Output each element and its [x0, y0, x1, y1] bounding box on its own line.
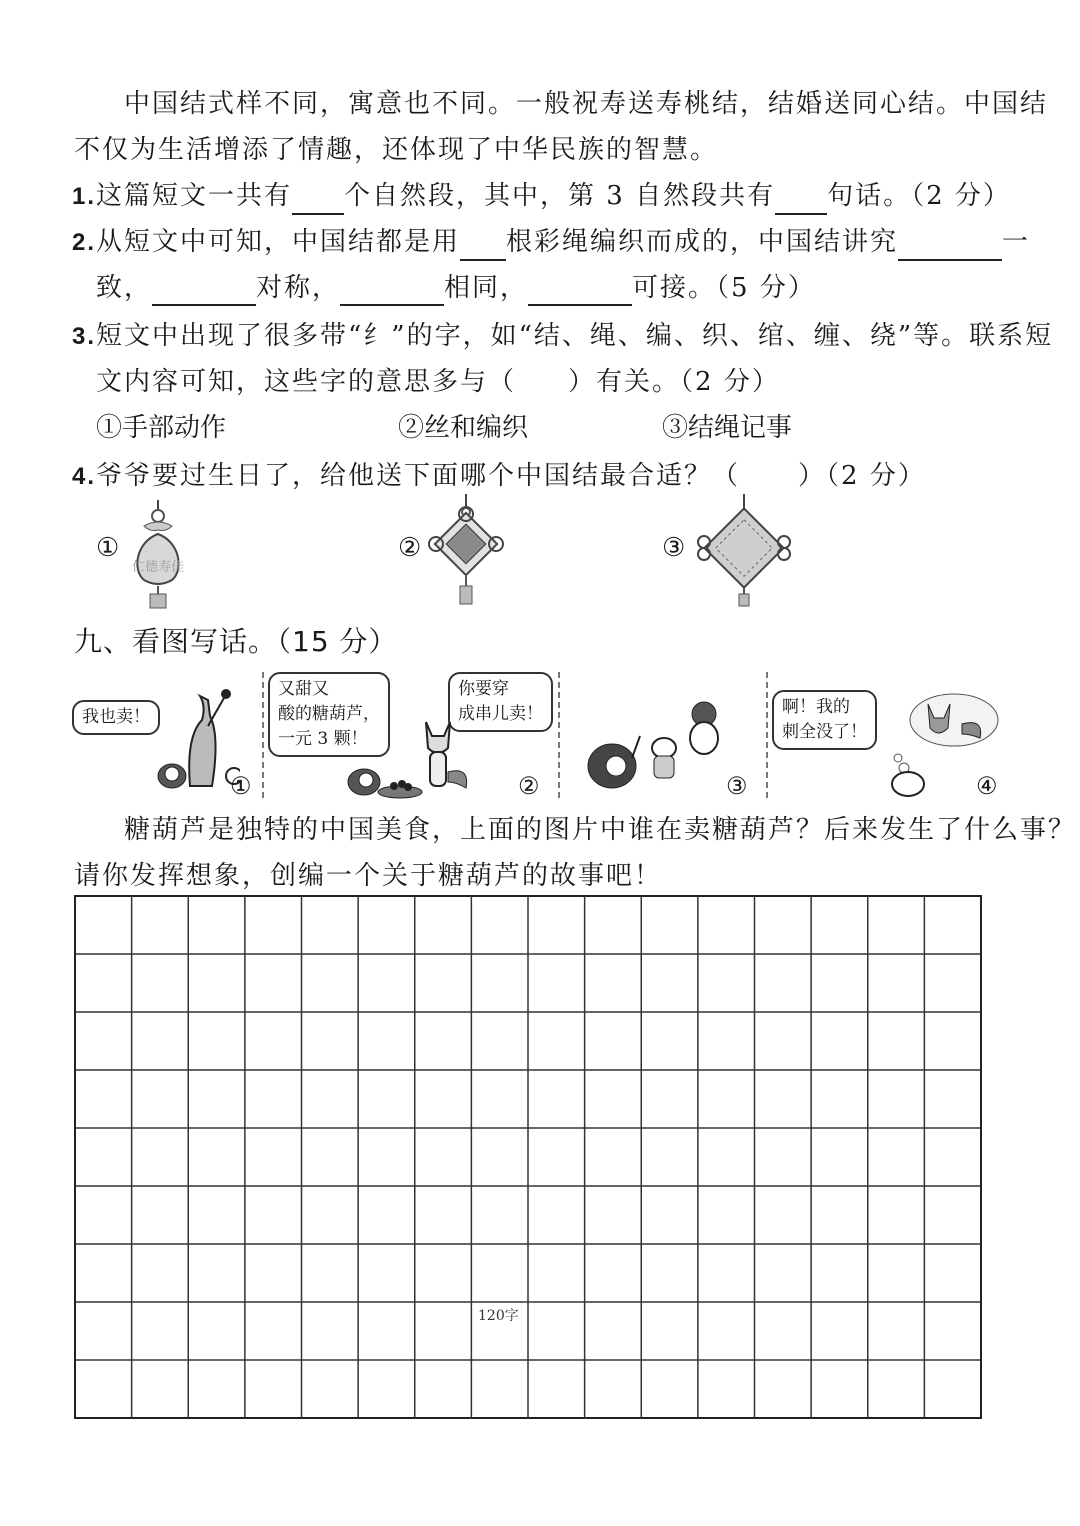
passage-line-1: 中国结式样不同，寓意也不同。一般祝寿送寿桃结，结婚送同心结。中国结	[124, 89, 1049, 119]
question-2-line-2	[96, 270, 816, 306]
question-3-number: 3.	[72, 323, 97, 350]
comic-divider-2	[558, 672, 560, 798]
peach-knot-text: 仁德寿佳	[132, 560, 185, 575]
question-3-text-c: ）有关。（2 分）	[568, 367, 780, 397]
panel-2-speech-bubble-right: 你要穿 成串儿卖！	[448, 672, 553, 732]
panel-3-number: ③	[726, 772, 748, 800]
question-2-line-1	[72, 224, 1030, 261]
question-1-text-c: 句话。（2 分）	[827, 181, 1011, 211]
question-2-text-c: 一	[1002, 227, 1031, 257]
question-1-blank-1[interactable]	[292, 183, 344, 215]
panel-1-speech-bubble: 我也卖！	[72, 700, 160, 735]
knot-option-2-label[interactable]: ②	[398, 533, 422, 563]
panel-2-number: ②	[518, 772, 540, 800]
heart-knot-image	[426, 494, 506, 610]
knot-option-1-label[interactable]: ①	[96, 533, 120, 563]
question-1	[72, 178, 1011, 215]
question-2-blank-1[interactable]	[460, 229, 506, 261]
question-2-text-e: 对称，	[256, 273, 341, 303]
question-2-text-g: 可接。（5 分）	[632, 273, 816, 303]
comic-divider-3	[766, 672, 768, 798]
question-3-text-a: 短文中出现了很多带“纟”的字，如“结、绳、编、织、绾、缠、绕”等。联系短	[96, 321, 1054, 351]
question-3-line-2	[96, 364, 780, 400]
question-3-text-b: 文内容可知，这些字的意思多与（	[96, 367, 517, 397]
question-4-text-b: ）（2 分）	[798, 461, 926, 491]
question-3-line-1	[72, 318, 1053, 355]
passage-line-2: 不仅为生活增添了情趣，还体现了中华民族的智慧。	[74, 135, 719, 165]
question-2-blank-4[interactable]	[340, 274, 444, 306]
section-9-title: 九、看图写话。（15 分）	[74, 625, 398, 658]
question-4-number: 4.	[72, 463, 97, 490]
comic-divider-1	[262, 672, 264, 798]
question-2-text-b: 根彩绳编织而成的，中国结讲究	[506, 227, 899, 257]
writing-grid[interactable]	[73, 894, 983, 1420]
panel-1-number: ①	[230, 772, 252, 800]
question-2-text-a: 从短文中可知，中国结都是用	[96, 227, 461, 257]
word-count-marker: 120字	[478, 1308, 519, 1324]
panel-2-speech-bubble-left: 又甜又 酸的糖葫芦， 一元 3 颗！	[268, 672, 390, 757]
knot-option-3-label[interactable]: ③	[662, 533, 686, 563]
question-1-text-a: 这篇短文一共有	[96, 181, 293, 211]
question-1-number: 1.	[72, 183, 97, 210]
kangaroo-hedgehog-cat-illustration	[150, 676, 240, 796]
writing-prompt-line-2: 请你发挥想象，创编一个关于糖葫芦的故事吧！	[74, 861, 663, 891]
writing-prompt-line-1: 糖葫芦是独特的中国美食，上面的图片中谁在卖糖葫芦？后来发生了什么事？	[124, 815, 1077, 845]
question-2-blank-5[interactable]	[528, 274, 632, 306]
question-4	[72, 458, 926, 495]
question-2-blank-3[interactable]	[152, 274, 256, 306]
question-1-blank-2[interactable]	[775, 183, 827, 215]
question-2-number: 2.	[72, 229, 97, 256]
question-1-text-b: 个自然段，其中，第 3 自然段共有	[344, 181, 776, 211]
question-3-option-2[interactable]: ②丝和编织	[398, 413, 529, 443]
question-2-text-d: 致，	[96, 273, 153, 303]
panel-4-speech-bubble: 啊！我的 刺全没了！	[772, 690, 877, 750]
lucky-knot-image	[694, 494, 794, 610]
question-3-option-1[interactable]: ①手部动作	[96, 413, 227, 443]
question-4-text-a: 爷爷要过生日了，给他送下面哪个中国结最合适？（	[96, 461, 741, 491]
hedgehog-fox-tray-illustration	[344, 712, 484, 800]
question-2-text-f: 相同，	[444, 273, 529, 303]
hedgehog-dog-penguin-illustration	[584, 688, 744, 798]
panel-4-number: ④	[976, 772, 998, 800]
question-2-blank-2[interactable]	[898, 229, 1002, 261]
question-3-option-3[interactable]: ③结绳记事	[662, 413, 793, 443]
